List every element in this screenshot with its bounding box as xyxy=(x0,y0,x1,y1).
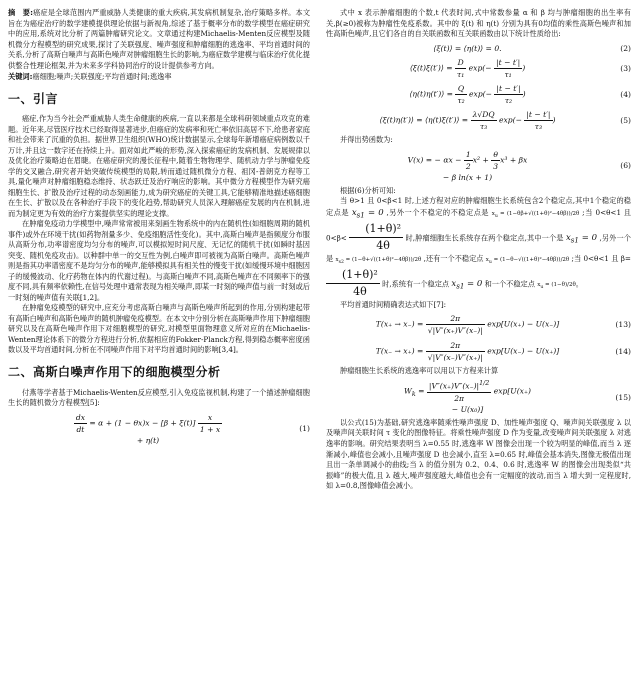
keywords-text: 癌细胞;噪声;关联强度;平均首通时间;逃逸率 xyxy=(32,72,172,82)
intro-paragraph-3: 在肿瘤免疫模型的研究中,应充分考虑高斯白噪声与高斯色噪声所起到的作用,分别构建起带有高斯白噪声和高斯色噪声的随机肿瘤免疫模型。在本文中分别分析在高斯噪声作用下肿瘤细胞研究以及在高斯色噪声作用下对细胞模型的研究,对模型里面物理意义所对应的在Michaelis-Wenten理论体系下的微分方程进行分析,依据相应的Fokker-Planck方程,得到稳态概率密度函数以及平均首通时间,分析在不同噪声作用下对平均首通时间的影响[3,4]。 xyxy=(8,303,310,355)
right-paragraph-2: 并得出势函数为: xyxy=(340,135,393,145)
right-paragraph-7: 以公式(15)为基础,研究逃逸率随乘性噪声强度 D、加性噪声强度 Q、噪声间关联强度 λ 以及噪声间关联时间 τ 变化的图像特征。将乘性噪声强度 D 作为变量,改变噪声间关联强度 λ 对逃逸率的影响。研究结果表明当 λ=0.55 时,逃逸率 W 图像会出现一个较为明显的峰值,而当 λ 逐渐减小,峰值也会减小,且噪声强度 D 也会减小,直至 λ=0.65 时,峰值会基本消失,图像无极值出现且出一条单调减小的曲线;当 λ 的值分别为 0.2、0.4、0.6 时,逃逸率 W 的图像会出现类似“共振峰”的极大值,且 λ 越大,噪声强度越大,峰值也会有一定幅度的波动,而当 λ 增大到一定程度时,如 λ=0.8,图像峰值会减小。 xyxy=(326,417,631,491)
abstract xyxy=(8,8,310,71)
equation-number: (2) xyxy=(620,43,631,53)
section-heading-intro: 一、引言 xyxy=(8,91,59,106)
stability-paragraph: 当 θ>1 且 0<β<1 时,上述方程对应的肿瘤细胞生长系统包含2个稳定点,其中1个稳定的稳定点是 $x_{s1} = 0$ ,另外一个不稳定的不稳定点是 $x_u = (1-\theta\beta+√((1+\theta)^2-4\theta\beta))/2\theta$ ;当 0<θ<1 且 0<β< $\frac{\text{(1+θ)²}}{4\theta}$ 时,肿瘤细胞生长系统存在两个稳定点,其中一个是 $x_{s1} = 0$ ,另外一个是 $x_{s2} = (1-\theta+√((1+\theta)^2-4\theta\beta))/2\theta$ ,还有一个不稳定点 $x_u = (1-\theta-√((1+\theta)^2-4\theta\beta))/2\theta$ ;当 0<θ<1 且 β= $\frac{\text{(1+θ)²}}{4\theta}$ 时,系统有一个稳定点 $x_{s1} = 0$ 和一个不稳定点 $x_u = (1-\theta)/2\theta$。 xyxy=(326,196,631,298)
equation-number: (6) xyxy=(620,161,631,171)
left-column xyxy=(8,8,310,449)
equation-number: (5) xyxy=(620,115,631,125)
equation-number: (1) xyxy=(299,424,310,434)
equation-6: V(x) = − αx − $\frac{1}{2}$ x² + $\frac{\theta}{3}$ x³ + βx − β ln(x + 1) (6) xyxy=(407,149,631,182)
equation-number: (13) xyxy=(615,320,631,330)
equation-2: ⟨ξ(t)⟩ = ⟨η(t)⟩ = 0. (2) xyxy=(433,43,631,53)
right-paragraph-3: 根据(6)分析可知: xyxy=(340,185,396,195)
equation-number: (4) xyxy=(620,89,631,99)
section-heading-2: 二、高斯白噪声作用下的细胞模型分析 xyxy=(8,364,221,379)
abstract-label: 摘 要: xyxy=(8,8,33,17)
keywords xyxy=(8,72,310,83)
abstract-text: 癌症是全球范围内严重威胁人类健康的重大疾病,其发病机制复杂,治疗策略多样。本文旨在为癌症治疗的数学建模提供理论依据与新视角,综述了基于概率分布的数学模型在癌症研究中的应用,系统对比分析了两篇肿瘤研究论文。文章通过构建Michaelis-Menten反应模型及随机微分方程模型的研究成果,探讨了关联强度、噪声强度和肿瘤细胞的逃逸率、平均首通时间的关系,分析了高斯白噪声与高斯色噪声对肿瘤细胞生长的影响,为癌症数学建模与临床治疗优化提供整合性理论框架,并为未来多学科协同治疗的设计提供参考方向。 xyxy=(8,8,311,70)
intro-paragraph-2: 在肿瘤免疫动力学模型中,噪声常常被用来刻画生物系统中的内在随机性(如细胞周期的随机事件)或外在环境干扰(如药物剂量多少、免疫细胞活性变化)。其中,高斯白噪声是指频度分布服从高斯分布,功率谱密度均匀分布的噪声,可以模拟短时间尺度、无记忆的随机干扰(如瞬时基因突变、随机免疫攻击)。以种群中单一的交互性为例,白噪声即可被视为高斯白噪声。高斯色噪声则是指其功率谱密度不是均匀分布的噪声,能够模拟具有相关性的慢变干扰(如缓慢环境中细胞因子的缓慢波动、化疗药物在体内的代谢过程)。与高斯白噪声不同,高斯色噪声在不同频率下的强度不同,具有频率依赖性,在信号处理中通常表现为相关噪声,即某一时刻的噪声值与前一时刻或后一时刻的噪声值有关联[1,2]。 xyxy=(8,219,310,302)
equation-3: ⟨ξ(t)ξ(t′)⟩ = $\frac{D}{\text{τ₁}}$ exp(− $\frac{|t - t'|}{\text{τ₁}}$ ) (3) xyxy=(409,57,631,79)
right-paragraph-5: 平均首通时间精确表达式如下[7]: xyxy=(340,299,447,309)
equation-1: $\frac{dx}{dt}$ = α + (1 − θx)x − [β + ξ(t)] $\frac{x}{1 + x}$ + η(t) (1) xyxy=(75,412,310,445)
equation-13: T(x₊ → x₋) = $\frac{2\pi}{√|V''(x_+)V''(x_-)|}$ exp[U(x₊) − U(x₋)] (13) xyxy=(375,314,631,336)
keywords-label: 关键词: xyxy=(8,72,33,82)
section2-paragraph-1: 付燕等学者基于Michaelis-Wenten反应模型,引入免疫监视机制,构建了一个描述肿瘤细胞生长的随机微分方程模型[5]: xyxy=(8,387,310,408)
intro-paragraph-1: 癌症,作为当今社会严重威胁人类生命健康的疾病,一直以来都是全球科研领域重点攻克的难题。近年来,尽管医疗技术已经取得显著进步,但癌症的发病率和死亡率依旧高居不下,给患者家庭和社会带来了沉重的负担。据世界卫生组织(WHO)统计数据显示,全球每年新增癌症病例数以千万计,并且这一数字还在持续上升。面对如此严峻的形势,深入探索癌症的发病机制、发展规律以及优化治疗策略迫在眉睫。在癌症研究的漫长征程中,随着生物物理学、随机动力学与肿瘤免疫学的交叉融合,研究者开始突破传统模型的局限,转而通过随机微分方程、祖冈-普朗克方程等工具,量化噪声对肿瘤细胞稳态维持、状态跃迁及治疗响应的影响。其中微分方程模型作为研究癌细胞生长、扩散及治疗过程的动态刻画能力,成为研究癌症的关键工具,它能够精准地描述癌细胞在生长、扩散以及在各种治疗手段下的变化趋势,帮助研究人员深入理解癌症发展的内在机制,进而为制定更为有效的治疗方案提供坚实的理论支撑。 xyxy=(8,114,310,218)
right-paragraph-1: 式中 x 表示肿瘤细胞的个数,t 代表时间,式中常数参量 α 和 β 均与肿瘤细胞的出生率有关,β(≥0)被称为肿瘤性免疫系数。其中的 ξ(t) 和 η(t) 分别为具有0均值的乘性高斯色噪声和加性高斯色噪声,且它们各自的自关联函数和互关联函数由以下统计性质给出: xyxy=(326,8,631,39)
equation-14: T(x₋ → x₊) = $\frac{2\pi}{√|V''(x_-)V''(x_+)|}$ exp[U(x₋) − U(x₊)] (14) xyxy=(375,340,631,362)
equation-15: $W_k$ = $\frac{|V''(x_+)V''(x_-)|^{1/2}}{2\pi}$ exp[U(x₊) − U(x₀)] (15) xyxy=(404,380,631,414)
equation-number: (15) xyxy=(615,392,631,402)
equation-number: (3) xyxy=(620,63,631,73)
right-column xyxy=(326,8,631,492)
equation-number: (14) xyxy=(615,346,631,356)
equation-4: ⟨η(t)η(t′)⟩ = $\frac{Q}{\text{τ₂}}$ exp(− $\frac{|t - t'|}{\text{τ₂}}$ ) (4) xyxy=(409,83,631,105)
right-paragraph-6: 肿瘤细胞生长系统的逃逸率可以用以下方程来计算 xyxy=(340,365,499,375)
equation-5: ⟨ξ(t)η(t′)⟩ = ⟨η(t)ξ(t′)⟩ = $\frac{\lambda√DQ}{\text{τ₃}}$ exp(− $\frac{|t - t'|}{\text{τ₃}}$ ) (5) xyxy=(379,109,631,132)
